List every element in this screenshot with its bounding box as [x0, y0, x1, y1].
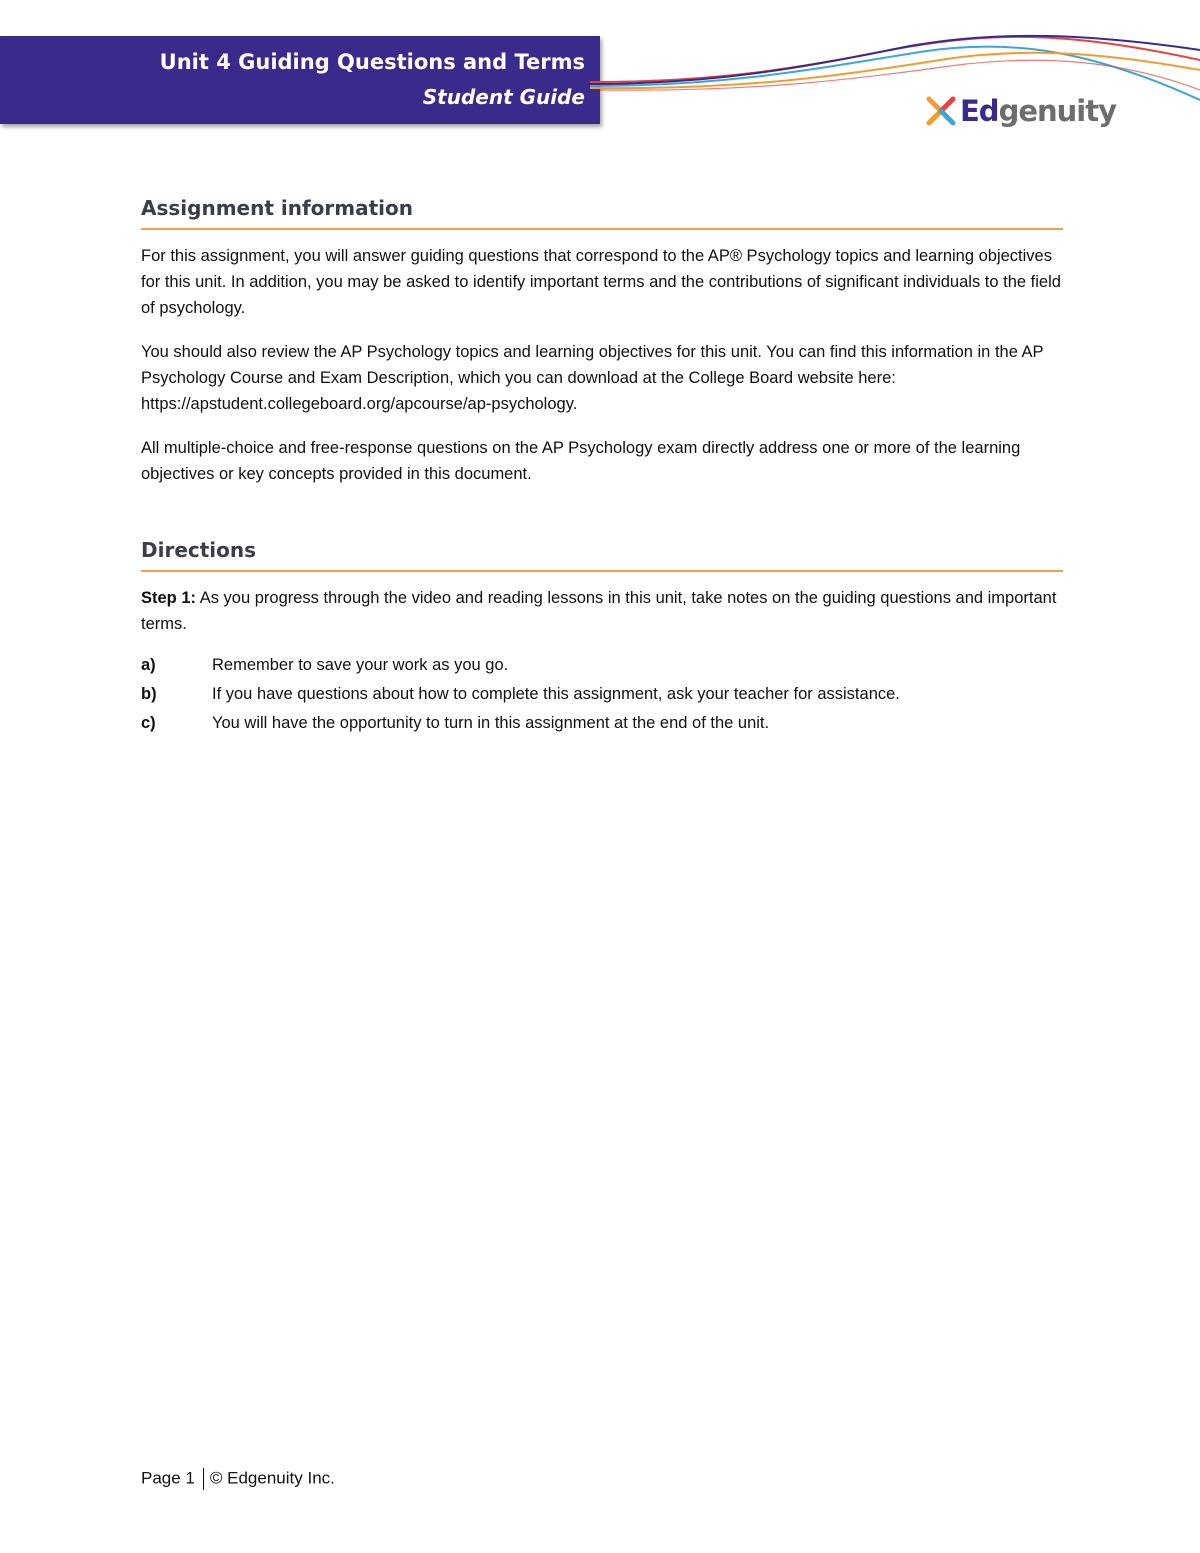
step-paragraph [141, 585, 1063, 637]
list-marker: a) [141, 656, 156, 674]
footer-divider [203, 1468, 204, 1490]
copyright-text: © Edgenuity Inc. [209, 1468, 335, 1488]
list-item-text: Remember to save your work as you go. [212, 656, 509, 674]
list-marker: c) [141, 714, 156, 732]
edgenuity-x-logo-icon [926, 96, 956, 126]
step-label: Step 1: [141, 589, 197, 607]
list-item-text: You will have the opportunity to turn in this assignment at the end of the unit. [212, 714, 770, 732]
paragraph: All multiple-choice and free-response questions on the AP Psychology exam directly address one or more of the learning objectives or key concepts provided in this document. [141, 439, 1021, 483]
page-footer [141, 1468, 335, 1490]
list-item [141, 709, 1063, 738]
logo-wordmark: Edgenuity [960, 93, 1117, 128]
list-item [141, 651, 1063, 680]
directions-list [141, 651, 1063, 738]
assignment-information-section [141, 196, 1063, 487]
directions-section [141, 538, 1063, 738]
edgenuity-logo [926, 93, 1116, 129]
paragraph: You should also review the AP Psychology topics and learning objectives for this unit. You can find this information in the AP Psychology Course and Exam Description, which you can download at the College Board website here: https://apstudent.collegeboard.org/apcourse/ap-psychology. [141, 343, 1044, 413]
list-item [141, 680, 1063, 709]
document-title: Unit 4 Guiding Questions and Terms [159, 50, 585, 74]
paragraph: For this assignment, you will answer guiding questions that correspond to the AP® Psychology topics and learning objectives for this unit. In addition, you may be asked to identify important terms and the contributions of significant individuals to the field of psychology. [141, 247, 1061, 317]
list-item-text: If you have questions about how to complete this assignment, ask your teacher for assistance. [212, 685, 900, 703]
page-number: Page 1 [141, 1468, 195, 1488]
header-banner [0, 36, 600, 124]
document-subtitle: Student Guide [422, 85, 585, 109]
section-heading: Assignment information [141, 196, 1063, 230]
list-marker: b) [141, 685, 157, 703]
step-text: As you progress through the video and reading lessons in this unit, take notes on the guiding questions and important terms. [141, 589, 1057, 633]
section-heading: Directions [141, 538, 1063, 572]
